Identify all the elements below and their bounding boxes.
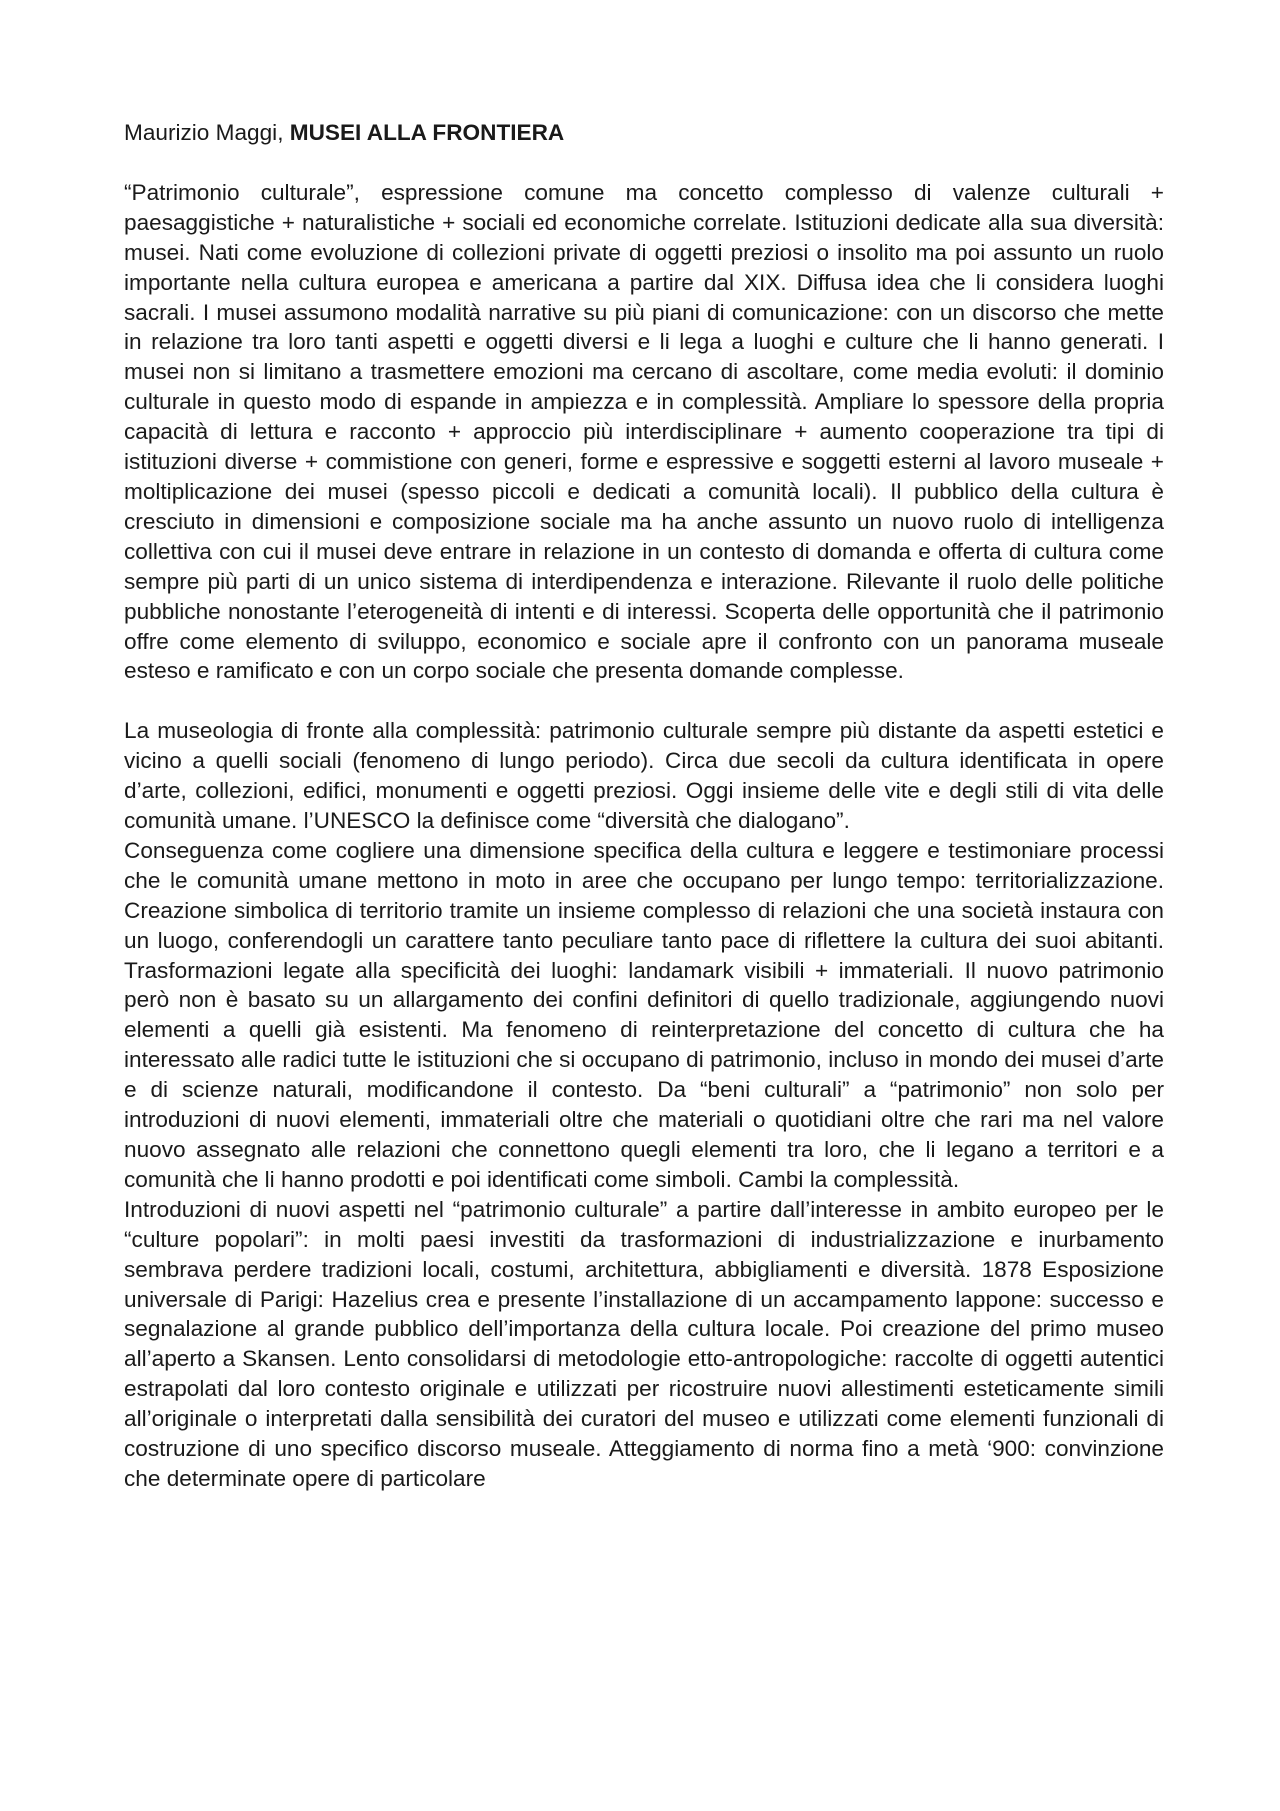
paragraph-conseguenza: Conseguenza come cogliere una dimensione specifica della cultura e leggere e testimoniare processi che le comunità umane mettono in moto in aree che occupano per lungo tempo: territorializzazione. Creazione simbolica di territorio tramite un insieme complesso di relazioni che una società instaura con un luogo, conferendogli un carattere tanto peculiare tanto pace di riflettere la cultura dei suoi abitanti. Trasformazioni legate alla specificità dei luoghi: landamark visibili + immateriali. Il nuovo patrimonio però non è basato su un allargamento dei confini definitori di quello tradizionale, aggiungendo nuovi elementi a quelli già esistenti. Ma fenomeno di reinterpretazione del concetto di cultura che ha interessato alle radici tutte le istituzioni che si occupano di patrimonio, incluso in mondo dei musei d’arte e di scienze naturali, modificandone il contesto. Da “beni culturali” a “patrimonio” non solo per introduzioni di nuovi elementi, immateriali oltre che materiali o quotidiani oltre che rari ma nel valore nuovo assegnato alle relazioni che connettono quegli elementi tra loro, che li legano a territori e a comunità che li hanno prodotti e poi identificati come simboli. Cambi la complessità. (124, 837, 1164, 1192)
document-title: MUSEI ALLA FRONTIERA (289, 120, 565, 145)
paragraph-patrimonio-culturale: “Patrimonio culturale”, espressione comune ma concetto complesso di valenze culturali + paesaggistiche + naturalistiche + sociali ed economiche correlate. Istituzioni dedicate alla sua diversità: musei. Nati come evoluzione di collezioni private di oggetti preziosi o insolito ma poi assunto un ruolo importante nella cultura europea e americana a partire dal XIX. Diffusa idea che li considera luoghi sacrali. I musei assumono modalità narrative su più piani di comunicazione: con un discorso che mette in relazione tra loro tanti aspetti e oggetti diversi e li lega a luoghi e culture che li hanno generati. I musei non si limitano a trasmettere emozioni ma cercano di ascoltare, come media evoluti: il dominio culturale in questo modo di espande in ampiezza e in complessità. Ampliare lo spessore della propria capacità di lettura e racconto + approccio più interdisciplinare + aumento cooperazione tra tipi di istituzioni diverse + commistione con generi, forme e espressive e soggetti esterni al lavoro museale + moltiplicazione dei musei (spesso piccoli e dedicati a comunità locali). Il pubblico della cultura è cresciuto in dimensioni e composizione sociale ma ha anche assunto un nuovo ruolo di intelligenza collettiva con cui il musei deve entrare in relazione in un contesto di domanda e offerta di cultura come sempre più parti di un unico sistema di interdipendenza e interazione. Rilevante il ruolo delle politiche pubbliche nonostante l’eterogeneità di intenti e di interessi. Scoperta delle opportunità che il patrimonio offre come elemento di sviluppo, economico e sociale apre il confronto con un panorama museale esteso e ramificato e con un corpo sociale che presenta domande complesse. (124, 179, 1164, 684)
paragraph-museologia: La museologia di fronte alla complessità: patrimonio culturale sempre più distante da aspetti estetici e vicino a quelli sociali (fenomeno di lungo periodo). Circa due secoli da cultura identificata in opere d’arte, collezioni, edifici, monumenti e oggetti preziosi. Oggi insieme delle vite e degli stili di vita delle comunità umane. l’UNESCO la definisce come “diversità che dialogano”. (124, 718, 1164, 834)
document-heading (124, 118, 1164, 148)
paragraph-introduzioni: Introduzioni di nuovi aspetti nel “patrimonio culturale” a partire dall’interesse in ambito europeo per le “culture popolari”: in molti paesi investiti da trasformazioni di industrializzazione e inurbamento sembrava perdere tradizioni locali, costumi, architettura, abbigliamenti e diversità. 1878 Esposizione universale di Parigi: Hazelius crea e presente l’installazione di un accampamento lappone: successo e segnalazione al grande pubblico dell’importanza della cultura locale. Poi creazione del primo museo all’aperto a Skansen. Lento consolidarsi di metodologie etto-antropologiche: raccolte di oggetti autentici estrapolati dal loro contesto originale e utilizzati per ricostruire nuovi allestimenti esteticamente simili all’originale o interpretati dalla sensibilità dei curatori del museo e utilizzati come elementi funzionali di costruzione di uno specifico discorso museale. Atteggiamento di norma fino a metà ‘900: convinzione che determinate opere di particolare (124, 1196, 1164, 1491)
paragraph-gap (124, 686, 1164, 716)
author-name: Maurizio Maggi, (124, 120, 284, 145)
document-page (124, 118, 1164, 1494)
